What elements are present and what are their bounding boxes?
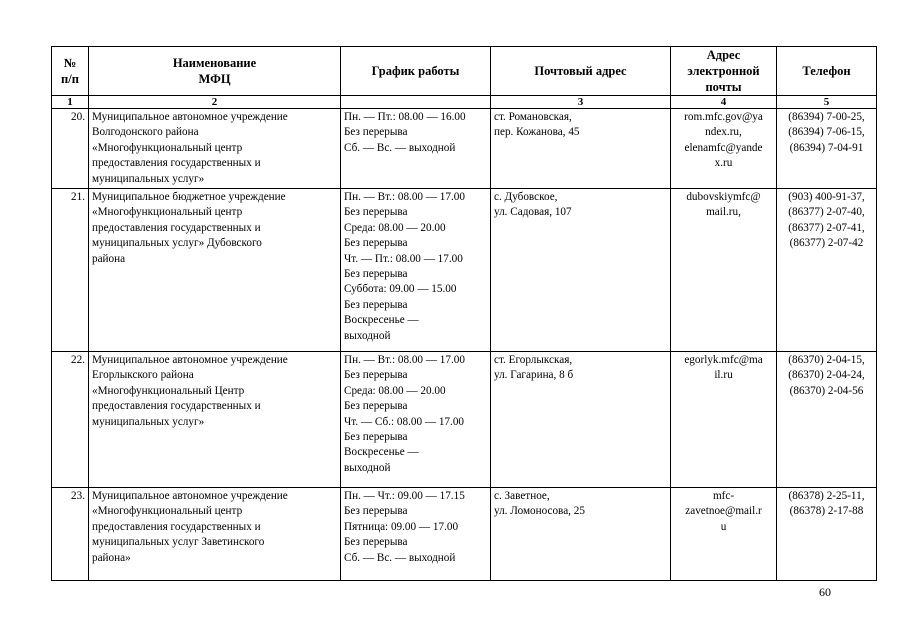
header-phone: Телефон (777, 47, 877, 96)
postal-address: ст. Романовская, пер. Кожанова, 45 (491, 109, 671, 189)
postal-address: ст. Егорлыкская, ул. Гагарина, 8 б (491, 352, 671, 488)
row-number: 22. (52, 352, 89, 488)
column-number: 5 (777, 96, 877, 109)
column-number: 1 (52, 96, 89, 109)
phone-numbers: (86370) 2-04-15, (86370) 2-04-24, (86370) 2-04-56 (777, 352, 877, 488)
mfc-name: Муниципальное бюджетное учреждение «Многофункциональный центр предоставления государственных и муниципальных услуг» Дубовского района (89, 189, 341, 352)
row-number: 23. (52, 488, 89, 581)
column-number (341, 96, 491, 109)
header-row (52, 47, 877, 96)
table-row (52, 352, 877, 488)
table-row (52, 189, 877, 352)
column-number: 4 (671, 96, 777, 109)
work-schedule: Пн. — Вт.: 08.00 — 17.00 Без перерыва Среда: 08.00 — 20.00 Без перерыва Чт. — Пт.: 08.00 — 17.00 Без перерыва Суббота: 09.00 — 15.00 Без перерыва Воскресенье — выходной (341, 189, 491, 352)
header-schedule: График работы (341, 47, 491, 96)
phone-numbers: (903) 400-91-37, (86377) 2-07-40, (86377) 2-07-41, (86377) 2-07-42 (777, 189, 877, 352)
column-number: 2 (89, 96, 341, 109)
email-address: rom.mfc.gov@ya ndex.ru, elenamfc@yande x.ru (671, 109, 777, 189)
header-num: № п/п (52, 47, 89, 96)
work-schedule: Пн. — Пт.: 08.00 — 16.00 Без перерыва Сб. — Вс. — выходной (341, 109, 491, 189)
mfc-name: Муниципальное автономное учреждение «Многофункциональный центр предоставления государственных и муниципальных услуг Заветинского района» (89, 488, 341, 581)
work-schedule: Пн. — Чт.: 09.00 — 17.15 Без перерыва Пятница: 09.00 — 17.00 Без перерыва Сб. — Вс. — выходной (341, 488, 491, 581)
work-schedule: Пн. — Вт.: 08.00 — 17.00 Без перерыва Среда: 08.00 — 20.00 Без перерыва Чт. — Сб.: 08.00 — 17.00 Без перерыва Воскресенье — выходной (341, 352, 491, 488)
header-email: Адрес электронной почты (671, 47, 777, 96)
phone-numbers: (86394) 7-00-25, (86394) 7-06-15, (86394) 7-04-91 (777, 109, 877, 189)
table-row (52, 488, 877, 581)
email-address: egorlyk.mfc@ma il.ru (671, 352, 777, 488)
postal-address: с. Заветное, ул. Ломоносова, 25 (491, 488, 671, 581)
mfc-table (51, 46, 877, 581)
page-number: 60 (819, 585, 831, 599)
email-address: dubovskiymfc@ mail.ru, (671, 189, 777, 352)
column-number: 3 (491, 96, 671, 109)
row-number: 21. (52, 189, 89, 352)
header-address: Почтовый адрес (491, 47, 671, 96)
phone-numbers: (86378) 2-25-11, (86378) 2-17-88 (777, 488, 877, 581)
mfc-name: Муниципальное автономное учреждение Егорлыкского района «Многофункциональный Центр предоставления государственных и муниципальных услуг» (89, 352, 341, 488)
mfc-name: Муниципальное автономное учреждение Волгодонского района «Многофункциональный центр предоставления государственных и муниципальных услуг» (89, 109, 341, 189)
email-address: mfc- zavetnoe@mail.r u (671, 488, 777, 581)
postal-address: с. Дубовское, ул. Садовая, 107 (491, 189, 671, 352)
row-number: 20. (52, 109, 89, 189)
header-name: Наименование МФЦ (89, 47, 341, 96)
column-number-row (52, 96, 877, 109)
table-row (52, 109, 877, 189)
